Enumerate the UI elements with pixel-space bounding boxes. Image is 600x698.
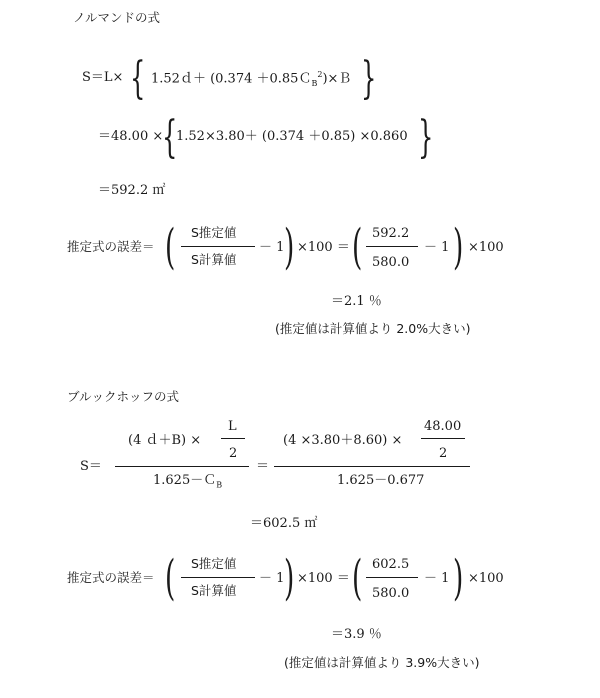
norman-line1-lhs: S＝L× (82, 70, 124, 85)
left-brace: { (162, 112, 178, 163)
minus-one: － 1 (259, 571, 285, 586)
fraction-bar (181, 577, 255, 578)
right-brace: } (418, 112, 434, 163)
fraction-numerator: 592.2 (372, 226, 410, 241)
bruckhoff-denominator-b: 1.625－0.677 (337, 473, 425, 488)
error-label: 推定式の誤差＝ (67, 570, 155, 585)
left-paren: ( (165, 219, 176, 275)
times-100-equals: ×100 ＝ (297, 571, 350, 586)
minus-one: － 1 (259, 240, 285, 255)
norman-line2-body: 1.52×3.80＋ (0.374 ＋0.85) ×0.860 (176, 129, 408, 144)
fraction-numerator: S推定値 (191, 225, 237, 240)
small-fraction-bottom: 2 (229, 446, 238, 461)
left-paren: ( (352, 219, 363, 275)
fraction-denominator: S計算値 (191, 252, 237, 267)
times-100: ×100 (468, 240, 504, 255)
fraction-bar (181, 246, 255, 247)
norman-line1-body: 1.52ｄ＋ (0.374 ＋0.85Ｃ$_B^2$)×Ｂ (151, 70, 352, 88)
small-fraction-top: L (228, 419, 237, 434)
left-paren: ( (165, 550, 176, 606)
fraction-bar (366, 577, 418, 578)
minus-one: － 1 (424, 571, 450, 586)
right-brace: } (361, 53, 377, 104)
norman-note: (推定値は計算値より 2.0%大きい) (275, 321, 471, 336)
fraction-denominator: 580.0 (372, 255, 410, 270)
right-paren: ) (453, 219, 464, 275)
main-fraction-bar (274, 466, 470, 467)
bruckhoff-lhs: S＝ (80, 459, 102, 474)
bruckhoff-error-result: ＝3.9 ％ (331, 627, 382, 642)
small-fraction-bar (221, 438, 245, 439)
small-fraction-top: 48.00 (424, 419, 462, 434)
norman-error-result: ＝2.1 ％ (331, 294, 382, 309)
main-fraction-bar (115, 466, 249, 467)
bruckhoff-numerator-b: (4 ×3.80＋8.60) × (283, 433, 403, 448)
error-label: 推定式の誤差＝ (67, 239, 155, 254)
small-fraction-bar (421, 438, 465, 439)
norman-line2-lhs: ＝48.00 × (98, 129, 164, 144)
right-paren: ) (453, 550, 464, 606)
fraction-numerator: 602.5 (372, 557, 410, 572)
fraction-denominator: S計算値 (191, 583, 237, 598)
fraction-denominator: 580.0 (372, 586, 410, 601)
right-paren: ) (284, 219, 295, 275)
times-100: ×100 (468, 571, 504, 586)
bruckhoff-numerator-a: (4 ｄ＋B) × (128, 433, 202, 448)
fraction-numerator: S推定値 (191, 556, 237, 571)
bruckhoff-note: (推定値は計算値より 3.9%大きい) (284, 655, 480, 670)
minus-one: － 1 (424, 240, 450, 255)
left-paren: ( (352, 550, 363, 606)
right-paren: ) (284, 550, 295, 606)
bruckhoff-denominator-a: 1.625－Ｃ$_B$ (153, 473, 223, 490)
bruckhoff-heading: ブルックホッフの式 (67, 389, 180, 404)
norman-area-value: ＝592.2 ㎡ (98, 183, 166, 198)
left-brace: { (130, 53, 146, 104)
fraction-bar (366, 246, 418, 247)
bruckhoff-area-value: ＝602.5 ㎡ (250, 516, 318, 531)
norman-heading: ノルマンドの式 (73, 10, 161, 25)
times-100-equals: ×100 ＝ (297, 240, 350, 255)
small-fraction-bottom: 2 (439, 446, 448, 461)
equals: ＝ (256, 459, 270, 474)
